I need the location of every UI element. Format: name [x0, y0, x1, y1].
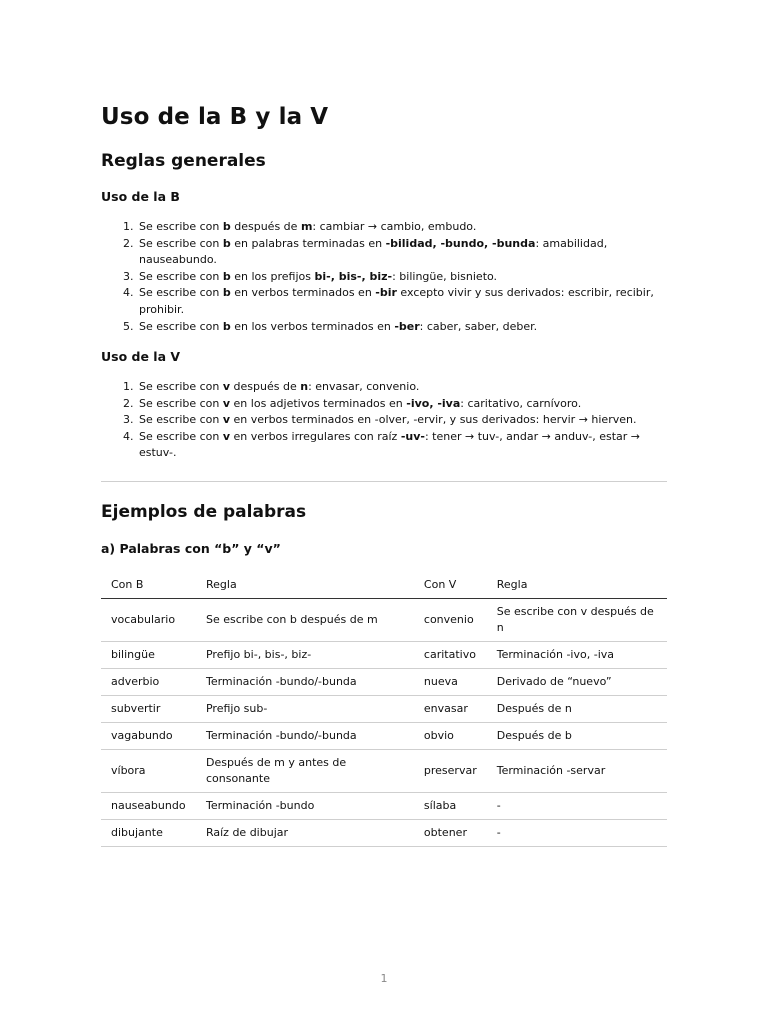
table-cell: convenio	[414, 599, 487, 642]
list-item: 4. Se escribe con b en verbos terminados en -bir excepto vivir y sus derivados: escribir, recibir, prohibir.	[123, 286, 654, 316]
list-item: 1. Se escribe con v después de n: envasar, convenio.	[139, 379, 667, 396]
table-cell: Raíz de dibujar	[196, 820, 414, 847]
list-item: 5. Se escribe con b en los verbos terminados en -ber: caber, saber, deber.	[139, 319, 667, 336]
table-cell: Terminación -bundo/-bunda	[196, 669, 414, 696]
table-cell: Prefijo sub-	[196, 696, 414, 723]
table-cell: Después de b	[487, 723, 667, 750]
list-item: 4. Se escribe con v en verbos irregulares con raíz -uv-: tener → tuv-, andar → anduv-, estar → estuv-.	[123, 429, 640, 460]
list-item-number: 3.	[123, 413, 134, 427]
subsection-heading-examples: a) Palabras con “b” y “v”	[101, 541, 281, 556]
table-cell: nueva	[414, 669, 487, 696]
list-item-number: 4.	[123, 429, 134, 443]
table-cell: -	[487, 793, 667, 820]
table-cell: subvertir	[101, 696, 196, 723]
emphasis-text: b	[222, 319, 231, 333]
table-row	[101, 599, 667, 642]
emphasis-text: b	[222, 236, 231, 250]
table-cell: vagabundo	[101, 723, 196, 750]
emphasis-text: -bilidad, -bundo, -bunda	[385, 236, 536, 250]
table-cell: dibujante	[101, 820, 196, 847]
subsection-heading-v: Uso de la V	[101, 349, 181, 364]
table-cell: obvio	[414, 723, 487, 750]
table-header-cell: Con B	[101, 570, 196, 599]
table-cell: Derivado de “nuevo”	[487, 669, 667, 696]
table-cell: caritativo	[414, 642, 487, 669]
section-divider	[101, 481, 667, 482]
emphasis-text: b	[222, 220, 231, 233]
list-item: 3. Se escribe con b en los prefijos bi-, bis-, biz-: bilingüe, bisnieto.	[139, 269, 667, 286]
table-cell: sílaba	[414, 793, 487, 820]
list-item-number: 3.	[123, 269, 134, 283]
emphasis-text: -uv-	[400, 429, 425, 443]
table-cell: Terminación -ivo, -iva	[487, 642, 667, 669]
emphasis-text: v	[222, 380, 231, 393]
emphasis-text: b	[222, 286, 231, 300]
list-item: 2. Se escribe con b en palabras terminadas en -bilidad, -bundo, -bunda: amabilidad, nauseabundo.	[123, 236, 608, 267]
page-title: Uso de la B y la V	[101, 104, 329, 130]
list-item: 2. Se escribe con v en los adjetivos terminados en -ivo, -iva: caritativo, carnívoro.	[139, 396, 667, 413]
list-item: 3. Se escribe con v en verbos terminados en -olver, -ervir, y sus derivados: hervir → hierven.	[139, 412, 667, 429]
table-cell: Después de m y antes de consonante	[196, 750, 414, 793]
section-heading-ejemplos: Ejemplos de palabras	[101, 502, 307, 522]
list-item-number: 4.	[123, 286, 134, 300]
table-row	[101, 669, 667, 696]
table-row	[101, 793, 667, 820]
emphasis-text: b	[222, 269, 231, 283]
table-cell: víbora	[101, 750, 196, 793]
table-cell: Terminación -bundo/-bunda	[196, 723, 414, 750]
list-item-number: 2.	[123, 396, 134, 410]
table-header-cell: Regla	[196, 570, 414, 599]
table-cell: obtener	[414, 820, 487, 847]
table-row	[101, 723, 667, 750]
table-cell: Prefijo bi-, bis-, biz-	[196, 642, 414, 669]
table-cell: Se escribe con b después de m	[196, 599, 414, 642]
table-cell: envasar	[414, 696, 487, 723]
list-item: 1. Se escribe con b después de m: cambiar → cambio, embudo.	[139, 219, 667, 236]
table-cell: Después de n	[487, 696, 667, 723]
table-header-cell: Regla	[487, 570, 667, 599]
table-row	[101, 642, 667, 669]
page-number: 1	[380, 972, 388, 985]
emphasis-text: -bir	[375, 286, 397, 300]
table-cell: vocabulario	[101, 599, 196, 642]
table-cell: Terminación -bundo	[196, 793, 414, 820]
emphasis-text: bi-, bis-, biz-	[314, 269, 393, 283]
table-header-cell: Con V	[414, 570, 487, 599]
list-item-number: 5.	[123, 319, 134, 333]
table-cell: Se escribe con v después de n	[487, 599, 667, 642]
table-cell: Terminación -servar	[487, 750, 667, 793]
section-heading-reglas: Reglas generales	[101, 151, 266, 171]
examples-table	[101, 570, 667, 847]
table-cell: adverbio	[101, 669, 196, 696]
subsection-heading-b: Uso de la B	[101, 189, 180, 204]
table-header-row	[101, 570, 667, 599]
emphasis-text: v	[222, 396, 231, 410]
list-item-number: 1.	[123, 220, 134, 233]
emphasis-text: v	[222, 413, 231, 427]
list-item-number: 1.	[123, 380, 134, 393]
table-row	[101, 820, 667, 847]
table-cell: nauseabundo	[101, 793, 196, 820]
table-row	[101, 696, 667, 723]
emphasis-text: m	[300, 220, 313, 233]
list-item-number: 2.	[123, 236, 134, 250]
table-cell: preservar	[414, 750, 487, 793]
rules-list-v	[101, 379, 667, 462]
table-cell: bilingüe	[101, 642, 196, 669]
rules-list-b	[101, 219, 667, 335]
emphasis-text: v	[222, 429, 231, 443]
table-row	[101, 750, 667, 793]
emphasis-text: -ivo, -iva	[406, 396, 461, 410]
table-body	[101, 599, 667, 847]
emphasis-text: -ber	[394, 319, 420, 333]
table-cell: -	[487, 820, 667, 847]
emphasis-text: n	[300, 380, 309, 393]
